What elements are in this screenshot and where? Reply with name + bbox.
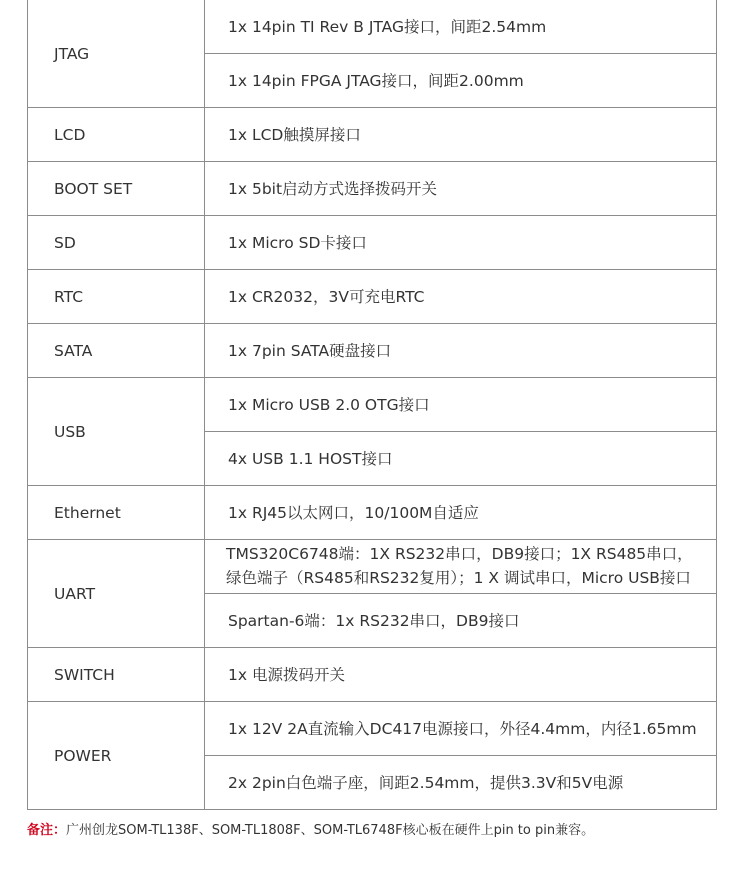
row-value-rtc: 1x CR2032，3V可充电RTC [205,270,717,324]
hardware-spec-table [27,0,717,810]
footnote-text: 广州创龙SOM-TL138F、SOM-TL1808F、SOM-TL6748F核心板在硬件上pin to pin兼容。 [66,823,595,838]
row-label-uart: UART [28,540,205,648]
row-label-sata: SATA [28,324,205,378]
row-value-uart-fpga: Spartan-6端：1x RS232串口，DB9接口 [205,594,717,648]
row-value-usb-otg: 1x Micro USB 2.0 OTG接口 [205,378,717,432]
table-row-jtag [28,0,717,54]
table-row-ethernet [28,486,717,540]
row-value-sata: 1x 7pin SATA硬盘接口 [205,324,717,378]
footnote-label: 备注： [27,823,67,838]
row-value-sd: 1x Micro SD卡接口 [205,216,717,270]
row-value-jtag-ti: 1x 14pin TI Rev B JTAG接口，间距2.54mm [205,0,717,54]
row-label-usb: USB [28,378,205,486]
row-value-power-dc: 1x 12V 2A直流输入DC417电源接口，外径4.4mm，内径1.65mm [205,702,717,756]
row-label-switch: SWITCH [28,648,205,702]
row-label-sd: SD [28,216,205,270]
row-value-usb-host: 4x USB 1.1 HOST接口 [205,432,717,486]
table-row-switch [28,648,717,702]
table-row-usb [28,378,717,432]
footnote [27,822,594,840]
row-label-jtag: JTAG [28,0,205,108]
row-value-uart-dsp [205,540,717,594]
row-label-rtc: RTC [28,270,205,324]
row-value-jtag-fpga: 1x 14pin FPGA JTAG接口，间距2.00mm [205,54,717,108]
row-label-power: POWER [28,702,205,810]
table-row-lcd [28,108,717,162]
row-value-boot-set: 1x 5bit启动方式选择拨码开关 [205,162,717,216]
table-row-power [28,702,717,756]
row-value-lcd: 1x LCD触摸屏接口 [205,108,717,162]
row-label-ethernet: Ethernet [28,486,205,540]
uart-dsp-line-1: TMS320C6748端：1X RS232串口，DB9接口；1X RS485串口， [226,544,693,563]
uart-dsp-line-2: 绿色端子（RS485和RS232复用）；1 X 调试串口，Micro USB接口 [226,568,691,587]
row-value-power-terminal: 2x 2pin白色端子座，间距2.54mm，提供3.3V和5V电源 [205,756,717,810]
row-value-ethernet: 1x RJ45以太网口，10/100M自适应 [205,486,717,540]
table-row-sd [28,216,717,270]
table-row-sata [28,324,717,378]
table-row-uart [28,540,717,594]
row-value-switch: 1x 电源拨码开关 [205,648,717,702]
row-label-boot-set: BOOT SET [28,162,205,216]
row-label-lcd: LCD [28,108,205,162]
table-row-boot-set [28,162,717,216]
table-row-rtc [28,270,717,324]
